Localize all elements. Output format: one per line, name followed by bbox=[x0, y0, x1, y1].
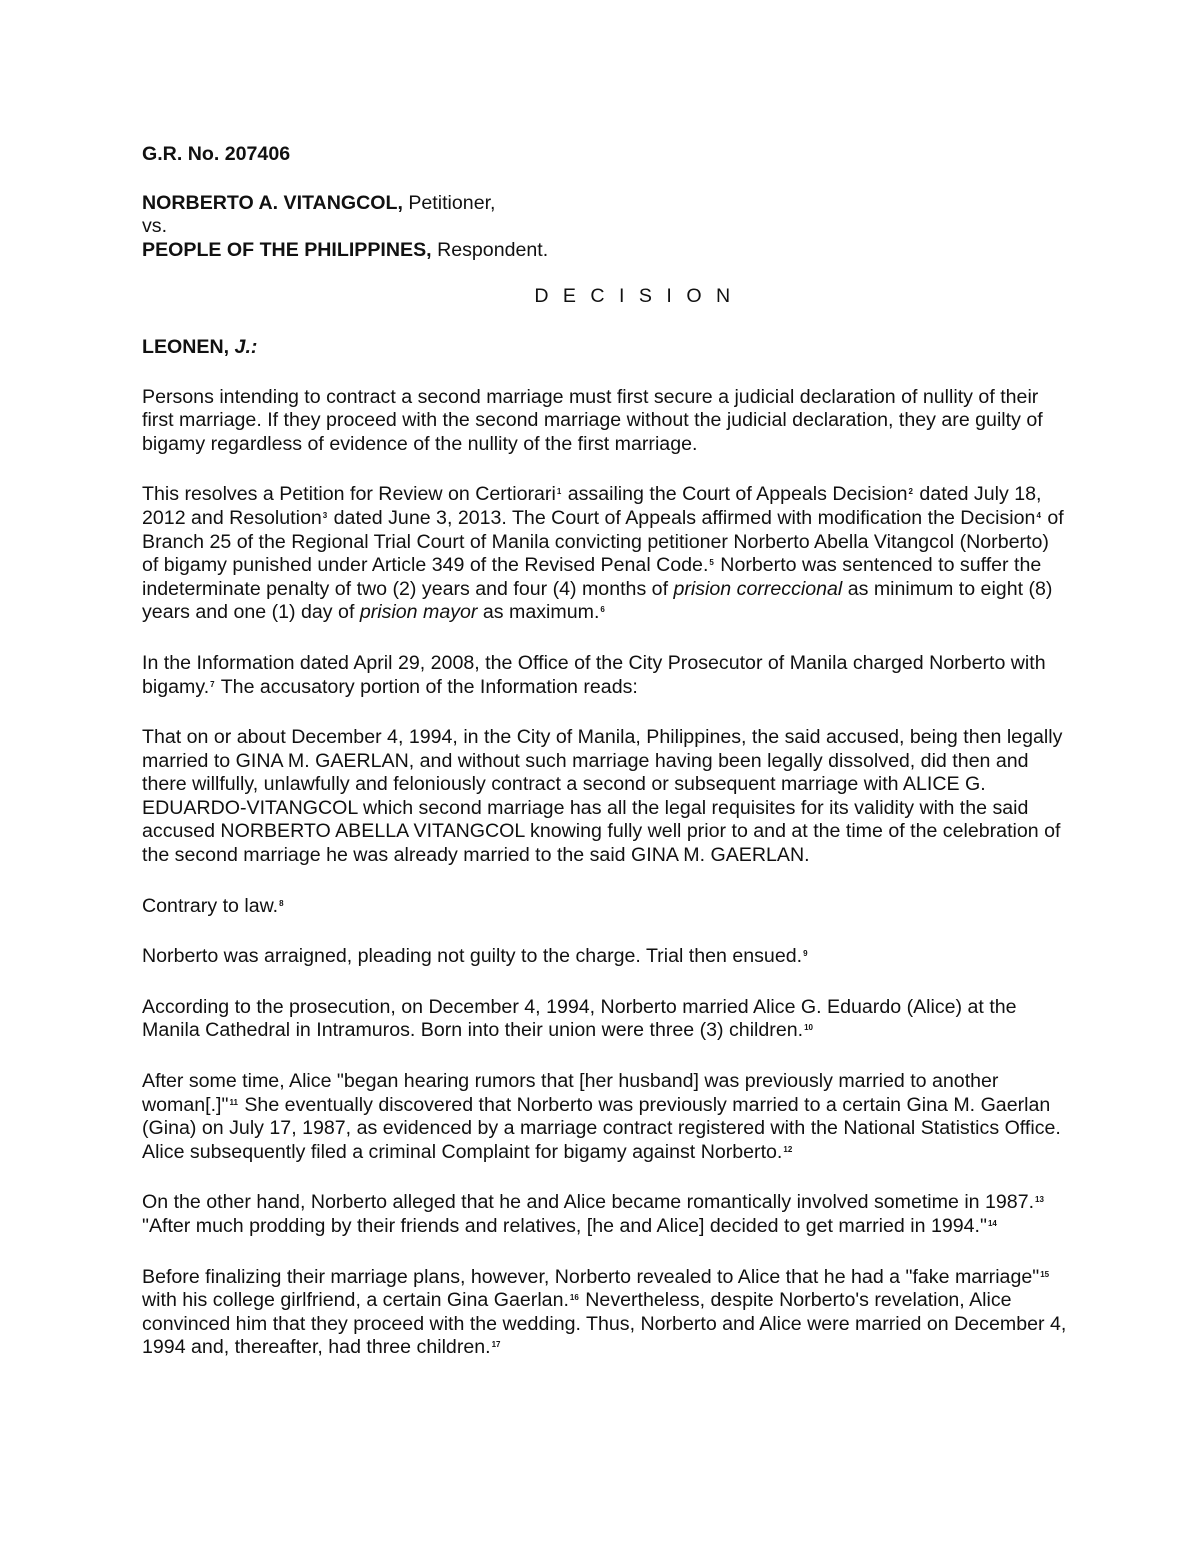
footnote-ref-15[interactable]: 15 bbox=[1040, 1269, 1050, 1279]
p2-italic-2: prision mayor bbox=[359, 601, 478, 624]
footnote-ref-3[interactable]: 3 bbox=[322, 510, 328, 520]
footnote-ref-7[interactable]: 7 bbox=[210, 679, 215, 689]
decision-document bbox=[142, 143, 1067, 1387]
respondent-line bbox=[142, 239, 1067, 263]
paragraph-2 bbox=[142, 483, 1067, 625]
p2-text-2: assailing the Court of Appeals Decision bbox=[562, 483, 908, 506]
p2-text-1: This resolves a Petition for Review on Certiorari bbox=[142, 483, 556, 506]
footnote-ref-8[interactable]: 8 bbox=[279, 898, 284, 908]
p8-text-1: After some time, Alice "began hearing rumors that [her husband] was previously married to another woman[.]" bbox=[142, 1070, 999, 1116]
paragraph-8 bbox=[142, 1070, 1067, 1164]
p3-text-1: In the Information dated April 29, 2008, the Office of the City Prosecutor of Manila charged Norberto with bigamy. bbox=[142, 651, 1046, 698]
case-caption bbox=[142, 192, 1067, 263]
paragraph-7 bbox=[142, 996, 1067, 1043]
p10-text-1: Before finalizing their marriage plans, however, Norberto revealed to Alice that he had a "fake marriage" bbox=[142, 1265, 1040, 1288]
footnote-ref-14[interactable]: 14 bbox=[987, 1219, 997, 1228]
paragraph-5 bbox=[142, 895, 1067, 919]
paragraph-3 bbox=[142, 652, 1067, 699]
p2-text-6: Norberto was sentenced to suffer the indeterminate penalty of two (2) years and four (4) months of bbox=[142, 554, 1042, 600]
p2-text-5: of Branch 25 of the Regional Trial Court of Manila convicting petitioner Norberto Abella Vitangcol (Norberto) of bigamy punished under Article 349 of the Revised Penal Code. bbox=[142, 506, 1064, 577]
p7-text-1: According to the prosecution, on December 4, 1994, Norberto married Alice G. Eduardo (Alice) at the Manila Cathedral in Intramuros. Born into their union were three (3) children. bbox=[142, 995, 1017, 1042]
paragraph-1: Persons intending to contract a second marriage must first secure a judicial declaration of nullity of their first marriage. If they proceed with the second marriage without the judicial declaration, they are guilty of bigamy regardless of evidence of the nullity of the first marriage. bbox=[142, 385, 1043, 455]
respondent-name: PEOPLE OF THE PHILIPPINES, bbox=[142, 238, 432, 261]
case-number: G.R. No. 207406 bbox=[142, 143, 291, 165]
ponente-suffix: J.: bbox=[234, 335, 258, 358]
ponente-name: LEONEN, bbox=[142, 335, 230, 358]
p3-text-2: The accusatory portion of the Information reads: bbox=[215, 675, 638, 698]
footnote-ref-11[interactable]: 11 bbox=[229, 1097, 238, 1107]
petitioner-name: NORBERTO A. VITANGCOL, bbox=[142, 191, 403, 214]
respondent-role: Respondent. bbox=[437, 238, 549, 261]
p9-text-1: On the other hand, Norberto alleged that he and Alice became romantically involved sometime in 1987. bbox=[142, 1191, 1035, 1214]
paragraph-9 bbox=[142, 1191, 1067, 1238]
p2-text-7: as minimum to eight (8) years and one (1) day of bbox=[142, 577, 1053, 624]
p8-text-2: She eventually discovered that Norberto was previously married to a certain Gina M. Gaerlan (Gina) on July 17, 1987, as evidenced by a marriage contract registered with the National Statistics Office. Alice subsequently filed a criminal Complaint for bigamy against Norberto. bbox=[142, 1093, 1061, 1163]
footnote-ref-5[interactable]: 5 bbox=[709, 558, 714, 568]
footnote-ref-9[interactable]: 9 bbox=[803, 949, 808, 959]
p2-text-4: dated June 3, 2013. The Court of Appeals affirmed with modification the Decision bbox=[328, 506, 1036, 529]
paragraph-10 bbox=[142, 1266, 1067, 1360]
footnote-ref-2[interactable]: 2 bbox=[908, 487, 913, 497]
footnote-ref-10[interactable]: 10 bbox=[804, 1023, 813, 1033]
decision-title: D E C I S I O N bbox=[534, 285, 735, 308]
footnote-ref-12[interactable]: 12 bbox=[783, 1144, 793, 1154]
footnote-ref-16[interactable]: 16 bbox=[569, 1293, 579, 1303]
paragraph-6 bbox=[142, 945, 1067, 969]
ponente bbox=[142, 336, 1067, 360]
footnote-ref-1[interactable]: 1 bbox=[556, 487, 562, 497]
footnote-ref-13[interactable]: 13 bbox=[1035, 1195, 1044, 1205]
footnote-ref-4[interactable]: 4 bbox=[1036, 510, 1041, 520]
p5-text-1: Contrary to law. bbox=[142, 894, 279, 917]
footnote-ref-6[interactable]: 6 bbox=[600, 605, 605, 615]
information-quote: That on or about December 4, 1994, in the City of Manila, Philippines, the said accused, being then legally married to GINA M. GAERLAN, and without such marriage having been legally dissolved, did then and there willfully, unlawfully and feloniously contract a second or subsequent marriage with ALICE G. EDUARDO-VITANGCOL which second marriage has all the legal requisites for its validity with the said accused NORBERTO ABELLA VITANGCOL knowing fully well prior to and at the time of the celebration of the second marriage he was already married to the said GINA M. GAERLAN. bbox=[142, 726, 1063, 867]
p2-italic-1: prision correccional bbox=[673, 577, 843, 600]
petitioner-role: Petitioner, bbox=[408, 191, 496, 214]
petitioner-line bbox=[142, 192, 1067, 216]
p2-text-3: dated July 18, 2012 and Resolution bbox=[142, 483, 1042, 529]
p9-text-2: "After much prodding by their friends and relatives, [he and Alice] decided to get married in 1994." bbox=[142, 1215, 987, 1237]
p10-text-3: Nevertheless, despite Norberto's revelation, Alice convinced him that they proceed with the wedding. Thus, Norberto and Alice were married on December 4, 1994 and, thereafter, had three children. bbox=[142, 1289, 1067, 1359]
p2-text-8: as maximum. bbox=[477, 601, 600, 624]
versus-line: vs. bbox=[142, 215, 168, 238]
p10-text-2: with his college girlfriend, a certain Gina Gaerlan. bbox=[142, 1289, 569, 1312]
footnote-ref-17[interactable]: 17 bbox=[491, 1340, 501, 1350]
p6-text-1: Norberto was arraigned, pleading not guilty to the charge. Trial then ensued. bbox=[142, 945, 803, 968]
